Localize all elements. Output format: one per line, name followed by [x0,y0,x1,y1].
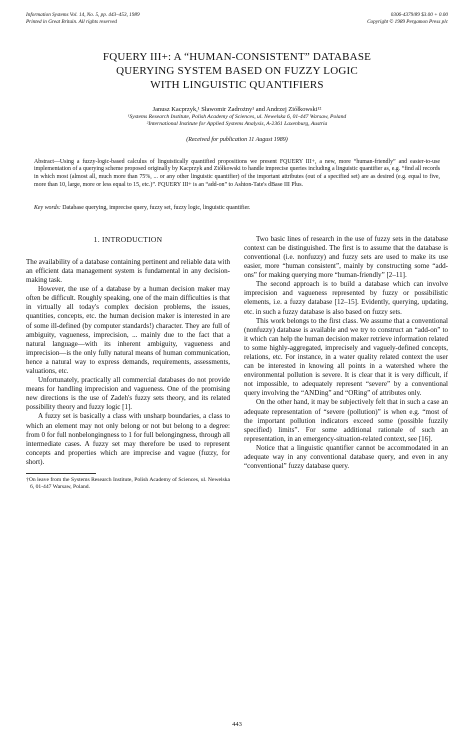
keywords-text: Database querying, imprecise query, fuzzy set, fuzzy logic, linguistic quantifier. [62,205,251,212]
right-column [244,235,448,491]
paragraph: On the other hand, it may be subjectively felt that in such a case an adequate representation of “severe (pollution)” is when e.g. “most of the important pollution indicators exceed some (possible fuzzily specified) limits”. For some additional rationale of such an representation, in an emergency-situation-related context, see [16]. [244,398,448,443]
copyright-note: Copyright © 1989 Pergamon Press plc [367,19,448,25]
paragraph: A fuzzy set is basically a class with unsharp boundaries, a class to which an element may not only belong or not but belong to a degree: from 0 for full nonbelongingness to 1 for full belongingness, through all intermediate cases. A fuzzy set may therefore be used to represent concepts and properties which are imprecise and vague (fuzzy, for short). [26,412,230,466]
body-columns [26,235,448,491]
received-date: (Received for publication 11 August 1989) [186,136,288,143]
paragraph: This work belongs to the first class. We assume that a conventional (nonfuzzy) database is available and we try to construct an “add-on” to it which can help the human decision maker retrieve information related to some highly-aggregated, imprecisely and vaguely-defined concepts, relations, etc. For instance, in a water quality related context the user can be interested in knowing all points in a watershed where the environmental pollution is severe. It is clear that it is very difficult, if not impossible, to adequately represent “severe” by a conventional query involving the “ANDing” and “ORing” of attributes only. [244,316,448,398]
footnote: †On leave from the Systems Research Institute, Polish Academy of Sciences, ul. Newelska 6, 01-447 Warsaw, Poland. [26,477,230,491]
author-list: Janusz Kacprzyk,¹ Sławomir Zadrożny¹ and Andrzej Ziółkowski¹² [152,106,322,113]
paper-title [26,50,448,92]
title-line-3: WITH LINGUISTIC QUANTIFIERS [150,79,324,91]
section-heading: 1. INTRODUCTION [93,234,163,244]
journal-citation: Information Systems Vol. 14, No. 5, pp. 443–453, 1989 [26,12,140,18]
footnote-rule [26,473,96,474]
title-line-1: FQUERY III+: A “HUMAN-CONSISTENT” DATABASE [102,51,372,63]
paragraph: Notice that a linguistic quantifier cannot be accommodated in an adequate way in any conventional database query, and even in any “conventional” fuzzy database query. [244,443,448,471]
affiliation-1: ¹Systems Research Institute, Polish Academy of Sciences, ul. Newelska 6, 01-447 Warsaw, Poland [127,114,347,120]
journal-header [26,12,448,26]
keywords-label: Key words: [34,205,61,212]
title-line-2: QUERYING SYSTEM BASED ON FUZZY LOGIC [116,65,358,77]
issn-price: 0306-4379/89 $3.00 + 0.00 [390,12,448,18]
paragraph: Unfortunately, practically all commercial databases do not provide means for handling imprecision and vagueness. One of the promising new directions is the use of Zadeh's fuzzy sets theory, and its related possibility theory and fuzzy logic [1]. [26,376,230,412]
left-column [26,235,230,491]
abstract: Abstract—Using a fuzzy-logic-based calculus of linguistically quantified propositions we present FQUERY III+, a new, more “human-friendly” and easier-to-use implementation of a querying scheme proposed originally by Kacprzyk and Ziółkowski to handle imprecise queries including a linguistic quantifier as, e.g. “find all records in which most (almost all, much more than 75%, ... or any other linguistic quantifier) of the important attributes (out of a specified set) are as desired (e.g. equal to five, more than 10, large, more or less equal to 15, etc.)”. FQUERY III+ is an “add-on” to Ashton-Tate's dBase III Plus. [34,158,440,188]
keywords-block [34,205,440,213]
journal-header-left [26,12,140,26]
paragraph: Two basic lines of research in the use of fuzzy sets in the database context can be distinguished. The first is to assume that the database is conventional (i.e. nonfuzzy) and fuzzy sets are used to make its use easier, more “human consistent”, mainly by constructing some “add-ons” for making querying more “human-friendly” [2–11]. [244,234,448,280]
paragraph: The second approach is to build a database which can involve imprecision and vagueness represented by fuzzy or possibilistic elements, i.e. a fuzzy database [12–15]. Evidently, querying, updating, etc. in such a fuzzy database is also based on fuzzy sets. [244,280,448,316]
paragraph: However, the use of a database by a human decision maker may often be difficult. Roughly speaking, one of the main difficulties is that in virtually all today's complex decision problems, the issues, quantities, concepts, etc. the human decision maker is interested in are of some ill-defined (by computer standards!) character. They are full of ambiguity, vagueness, imprecision, ... mainly due to the fact that a natural language—with its inherent ambiguity, vagueness and imprecision—is the only fully natural means of human communication, hence a natural way to express demands, requirements, assessments, valuations, etc. [26,285,230,375]
printed-note: Printed in Great Britain. All rights reserved [26,19,118,25]
affiliation-2: ²International Institute for Applied Systems Analysis, A-2361 Laxenburg, Austria [146,121,328,128]
journal-header-right [367,12,448,26]
paragraph: The availability of a database containing pertinent and reliable data with an efficient data management system is fundamental in any decision-making task. [26,257,230,285]
page-number: 443 [232,721,242,728]
